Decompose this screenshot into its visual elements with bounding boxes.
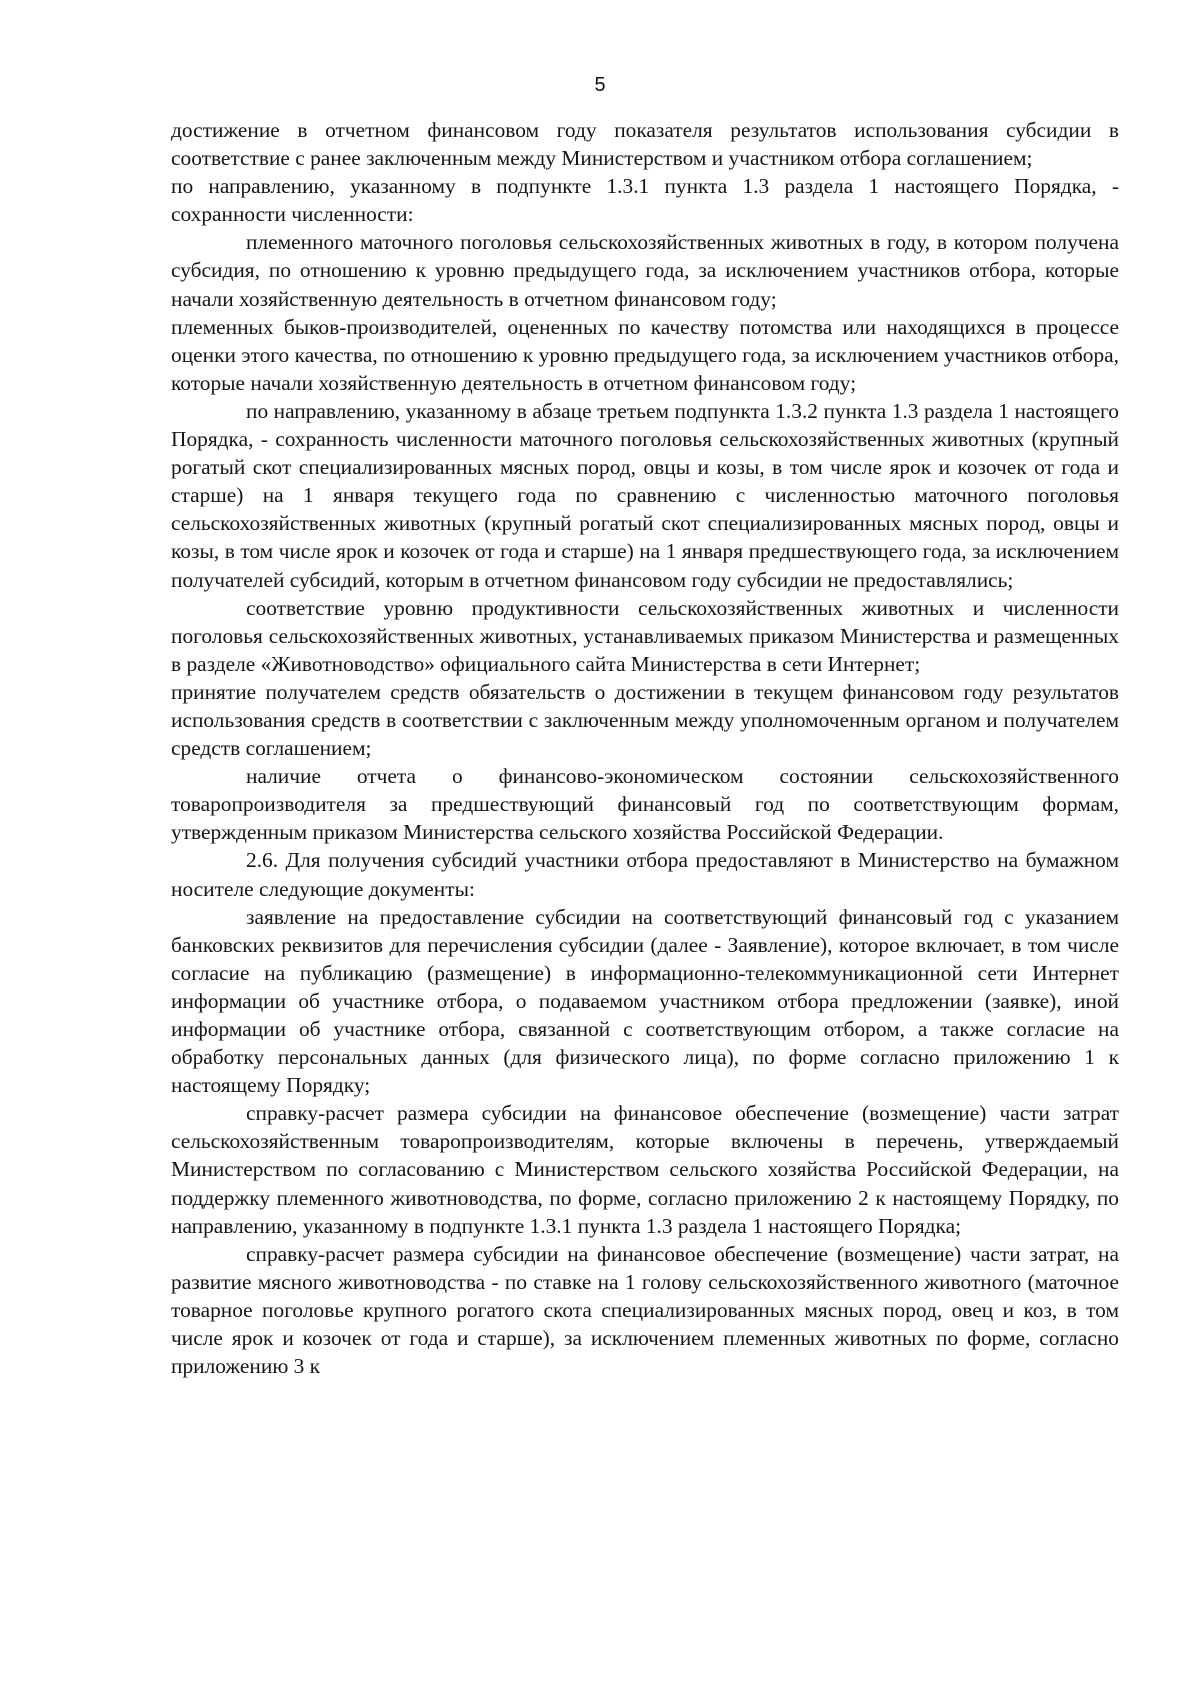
paragraph-9: 2.6. Для получения субсидий участники отбора предоставляют в Министерство на бумажном носителе следующие документы: (171, 848, 1119, 901)
paragraph-5: по направлению, указанному в абзаце третьем подпункта 1.3.2 пункта 1.3 раздела 1 настоящего Порядка, - сохранность численности маточного поголовья сельскохозяйственных животных (крупный рогатый скот специализированных мясных пород, овцы и козы, в том числе ярок и козочек от года и старше) на 1 января текущего года по сравнению с численностью маточного поголовья сельскохозяйственных животных (крупный рогатый скот специализированных мясных пород, овцы и козы, в том числе ярок и козочек от года и старше) на 1 января предшествующего года, за исключением получателей субсидий, которым в отчетном финансовом году субсидии не предоставлялись; (171, 398, 1119, 592)
paragraph-7: принятие получателем средств обязательств о достижении в текущем финансовом году результатов использования средств в соответствии с заключенным между уполномоченным органом и получателем средств соглашением; (171, 679, 1119, 761)
paragraph-1: достижение в отчетном финансовом году показателя результатов использования субсидии в соответствие с ранее заключенным между Министерством и участником отбора соглашением; (171, 118, 1119, 171)
page-number: 5 (594, 74, 606, 96)
paragraph-3: племенного маточного поголовья сельскохозяйственных животных в году, в котором получена субсидия, по отношению к уровню предыдущего года, за исключением участников отбора, которые начали хозяйственную деятельность в отчетном финансовом году; (171, 230, 1119, 311)
document-body (171, 116, 1119, 1380)
paragraph-12: справку-расчет размера субсидии на финансовое обеспечение (возмещение) части затрат, на развитие мясного животноводства - по ставке на 1 голову сельскохозяйственного животного (маточное товарное поголовье крупного рогатого скота специализированных мясных пород, овец и коз, в том числе ярок и козочек от года и старше), за исключением племенных животных по форме, согласно приложению 3 к (171, 1241, 1119, 1379)
paragraph-10: заявление на предоставление субсидии на соответствующий финансовый год с указанием банковских реквизитов для перечисления субсидии (далее - Заявление), которое включает, в том числе согласие на публикацию (размещение) в информационно-телекоммуникационной сети Интернет информации об участнике отбора, о подаваемом участником отбора предложении (заявке), иной информации об участнике отбора, связанной с соответствующим отбором, а также согласие на обработку персональных данных (для физического лица), по форме согласно приложению 1 к настоящему Порядку; (171, 904, 1119, 1098)
paragraph-11: справку-расчет размера субсидии на финансовое обеспечение (возмещение) части затрат сельскохозяйственным товаропроизводителям, которые включены в перечень, утверждаемый Министерством по согласованию с Министерством сельского хозяйства Российской Федерации, на поддержку племенного животноводства, по форме, согласно приложению 2 к настоящему Порядку, по направлению, указанному в подпункте 1.3.1 пункта 1.3 раздела 1 настоящего Порядка; (171, 1101, 1119, 1238)
paragraph-4: племенных быков-производителей, оцененных по качеству потомства или находящихся в процессе оценки этого качества, по отношению к уровню предыдущего года, за исключением участников отбора, которые начали хозяйственную деятельность в отчетном финансовом году; (171, 314, 1119, 395)
paragraph-8: наличие отчета о финансово-экономическом состоянии сельскохозяйственного товаропроизводителя за предшествующий финансовый год по соответствующим формам, утвержденным приказом Министерства сельского хозяйства Российской Федерации. (171, 764, 1119, 845)
paragraph-6: соответствие уровню продуктивности сельскохозяйственных животных и численности поголовья сельскохозяйственных животных, устанавливаемых приказом Министерства и размещенных в разделе «Животноводство» официального сайта Министерства в сети Интернет; (171, 595, 1119, 676)
paragraph-2: по направлению, указанному в подпункте 1.3.1 пункта 1.3 раздела 1 настоящего Порядка, - сохранности численности: (171, 174, 1119, 227)
